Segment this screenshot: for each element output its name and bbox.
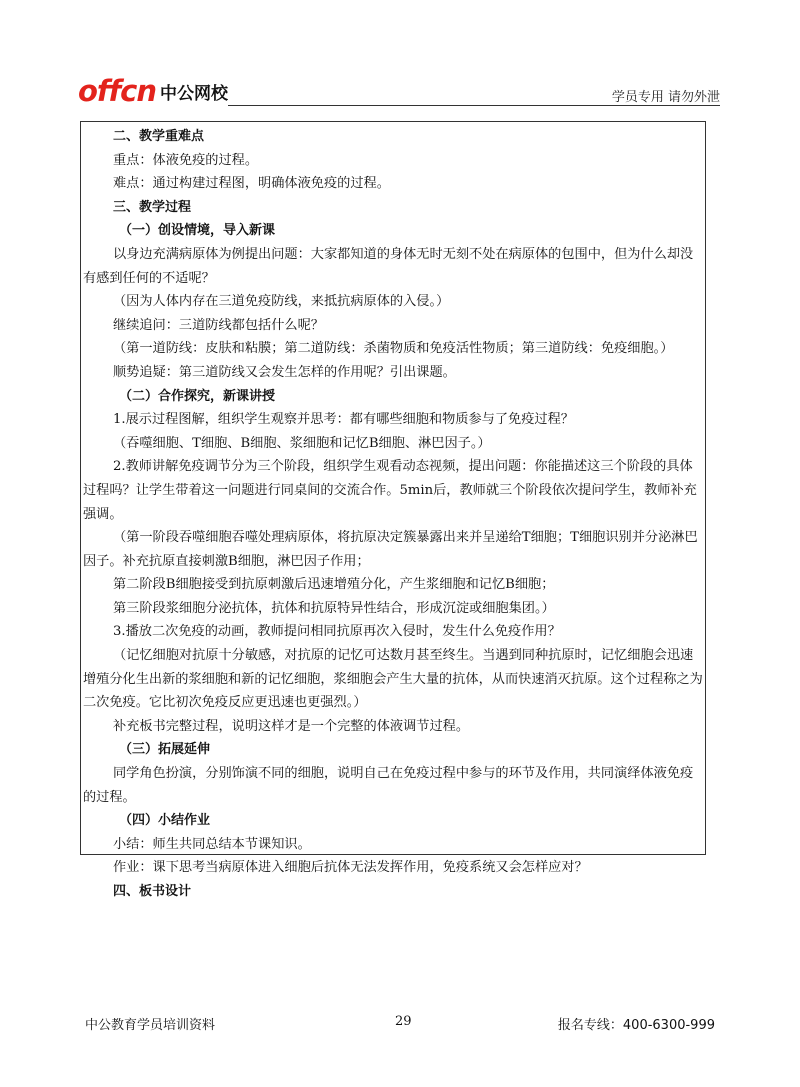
logo-offcn-text: offcn [78,74,156,108]
subsection-title: （一）创设情境，导入新课 [119,223,276,239]
paragraph: 作业：课下思考当病原体进入细胞后抗体无法发挥作用，免疫系统又会怎样应对？ [113,860,588,876]
page-footer [85,1014,715,1034]
paragraph: 补充板书完整过程，说明这样才是一个完整的体液调节过程。 [113,718,470,734]
paragraph: 小结：师生共同总结本节课知识。 [113,836,311,852]
offcn-logo [78,76,228,106]
subsection-title: （四）小结作业 [119,813,211,829]
page-header [78,76,720,108]
paragraph: 重点：体液免疫的过程。 [113,152,259,168]
paragraph: 2.教师讲解免疫调节分为三个阶段，组织学生观看动态视频，提出问题：你能描述这三个阶段的具体过程吗？让学生带着这一问题进行同桌间的交流合作。5min后，教师就三个阶段依次提问学生，教师补充强调。 [83,459,697,522]
paragraph: 顺势追疑：第三道防线又会发生怎样的作用呢？引出课题。 [113,364,456,380]
hotline: 报名专线：400-6300-999 [557,1018,715,1033]
paragraph: （吞噬细胞、T细胞、B细胞、浆细胞和记忆B细胞、淋巴因子。） [113,435,491,451]
paragraph: 1.展示过程图解，组织学生观察并思考：都有哪些细胞和物质参与了免疫过程？ [113,412,574,428]
page-number: 29 [395,1014,412,1029]
paragraph: 继续追问：三道防线都包括什么呢？ [113,317,324,333]
paragraph: 3.播放二次免疫的动画，教师提问相同抗原再次入侵时，发生什么免疫作用？ [113,624,561,640]
confidential-notice: 学员专用 请勿外泄 [611,90,720,105]
lesson-content [83,125,703,904]
paragraph: 第二阶段B细胞接受到抗原刺激后迅速增殖分化，产生浆细胞和记忆B细胞； [113,577,555,593]
paragraph: （因为人体内存在三道免疫防线，来抵抗病原体的入侵。） [113,294,450,310]
section-title: 二、教学重难点 [113,129,205,144]
paragraph: （记忆细胞对抗原十分敏感，对抗原的记忆可达数月甚至终生。当遇到同种抗原时，记忆细胞会迅速增殖分化生出新的浆细胞和新的记忆细胞，浆细胞会产生大量的抗体，从而快速消灭抗原。这个过程称之为二次免疫。它比初次免疫反应更迅速也更强烈。） [83,648,703,711]
paragraph: （第一阶段吞噬细胞吞噬处理病原体，将抗原决定簇暴露出来并呈递给T细胞；T细胞识别并分泌淋巴因子。补充抗原直接刺激B细胞，淋巴因子作用； [83,530,698,569]
logo-cn-text: 中公网校 [160,84,228,104]
paragraph: 难点：通过构建过程图，明确体液免疫的过程。 [113,176,390,192]
subsection-title: （二）合作探究，新课讲授 [119,388,276,404]
subsection-title: （三）拓展延伸 [119,742,211,758]
paragraph: 同学角色扮演，分别饰演不同的细胞，说明自己在免疫过程中参与的环节及作用，共同演绎体液免疫的过程。 [83,766,694,805]
footer-source: 中公教育学员培训资料 [85,1018,216,1033]
paragraph: （第一道防线：皮肤和粘膜；第二道防线：杀菌物质和免疫活性物质；第三道防线：免疫细胞。） [113,341,674,357]
section-title: 四、板书设计 [113,884,192,899]
lesson-plan-box [80,121,706,899]
header-divider [228,105,720,106]
paragraph: 以身边充满病原体为例提出问题：大家都知道的身体无时无刻不处在病原体的包围中，但为什么却没有感到任何的不适呢？ [83,246,694,286]
section-title: 三、教学过程 [113,199,192,215]
paragraph: 第三阶段浆细胞分泌抗体，抗体和抗原特异性结合，形成沉淀或细胞集团。） [113,600,555,616]
